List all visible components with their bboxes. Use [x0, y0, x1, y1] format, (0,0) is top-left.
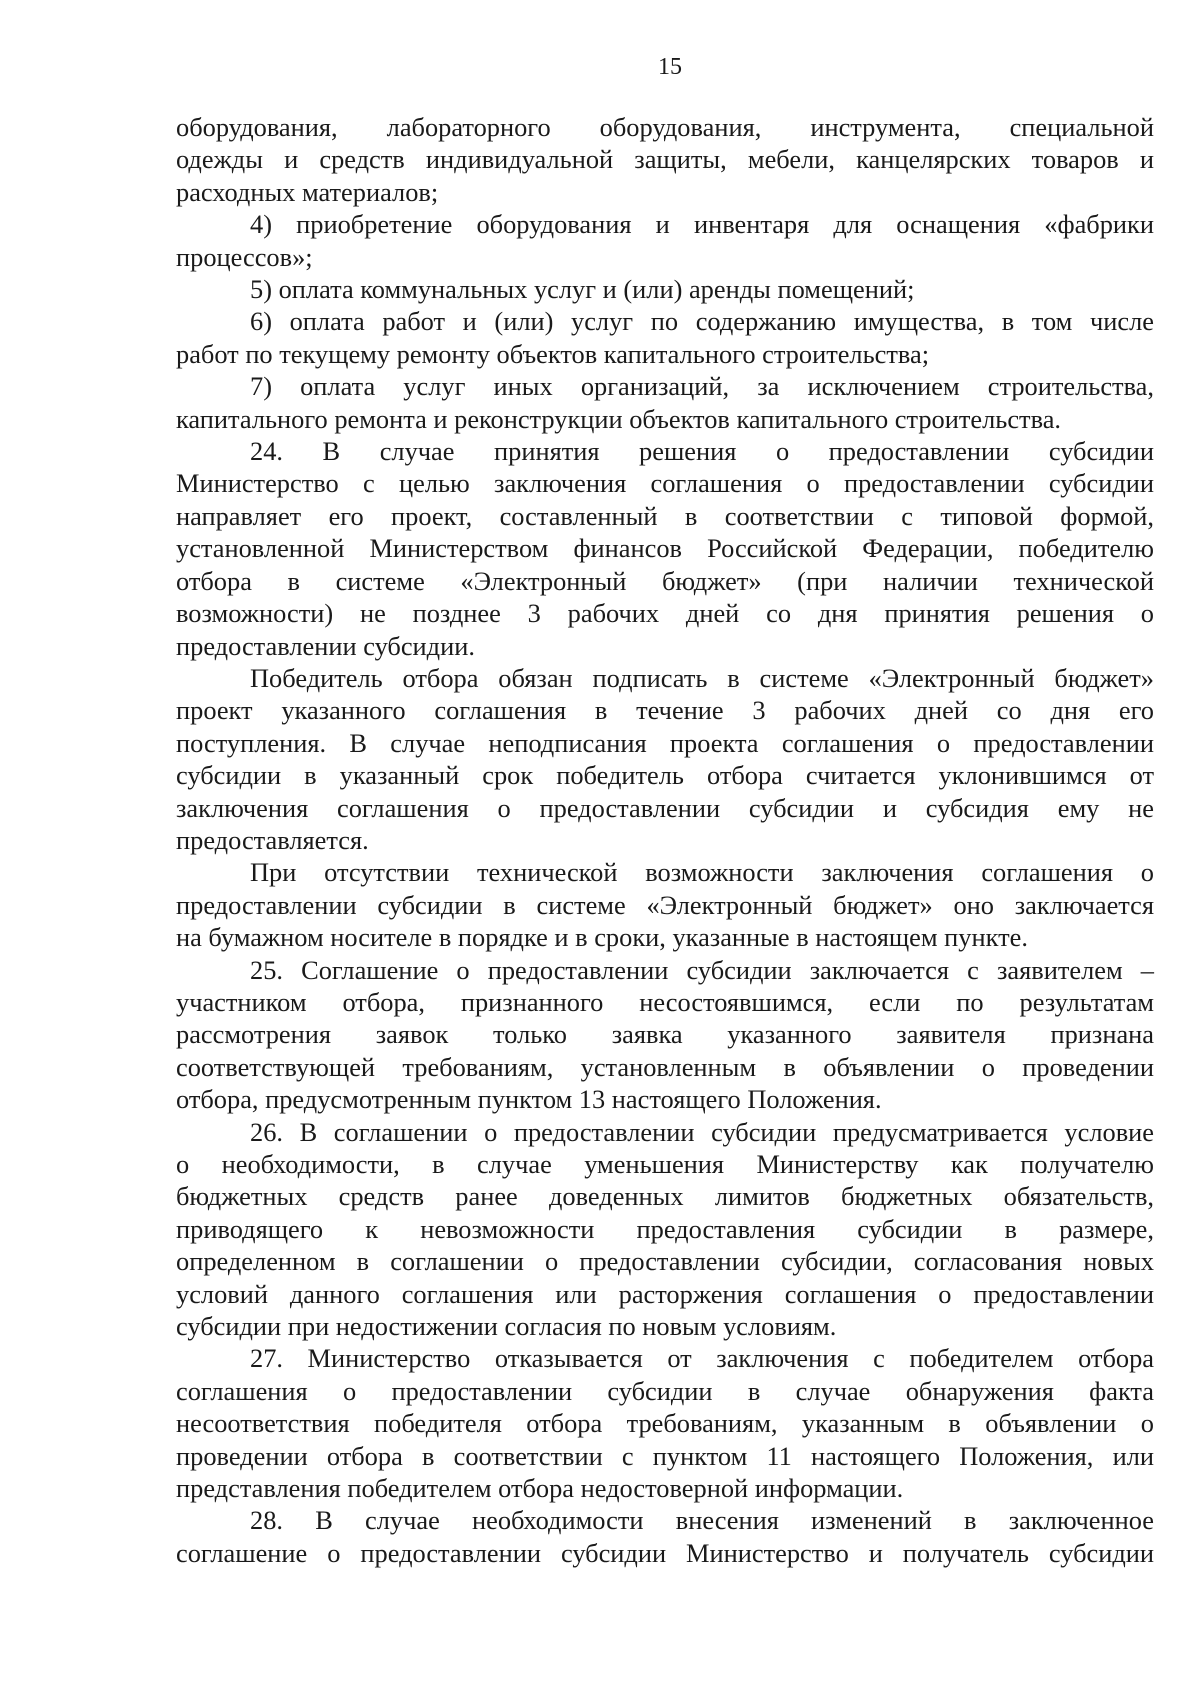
- text-line: заключения соглашения о предоставлении субсидии и субсидия ему не: [176, 792, 1154, 823]
- paragraph: [176, 1504, 1154, 1569]
- text-line: отбора в системе «Электронный бюджет» (при наличии технической: [176, 565, 1154, 596]
- text-line: о необходимости, в случае уменьшения Министерству как получателю: [176, 1149, 1154, 1179]
- paragraph: [176, 1116, 1154, 1343]
- text-line: 4) приобретение оборудования и инвентаря для оснащения «фабрики: [250, 209, 1154, 240]
- text-line: проведении отбора в соответствии с пунктом 11 настоящего Положения, или: [176, 1440, 1154, 1471]
- text-line: Победитель отбора обязан подписать в системе «Электронный бюджет»: [250, 662, 1154, 693]
- text-line: предоставляется.: [176, 824, 369, 855]
- text-line: отбора, предусмотренным пунктом 13 настоящего Положения.: [176, 1084, 882, 1115]
- text-line: определенном в соглашении о предоставлении субсидии, согласования новых: [176, 1246, 1154, 1277]
- paragraph: [176, 273, 1154, 305]
- text-line: бюджетных средств ранее доведенных лимитов бюджетных обязательств,: [176, 1181, 1154, 1212]
- text-line: расходных материалов;: [176, 176, 439, 207]
- text-line: представления победителем отбора недостоверной информации.: [176, 1473, 904, 1504]
- text-line: 24. В случае принятия решения о предоставлении субсидии: [250, 436, 1154, 467]
- text-line: условий данного соглашения или расторжения соглашения о предоставлении: [176, 1278, 1154, 1309]
- text-line: соглашение о предоставлении субсидии Министерство и получатель субсидии: [176, 1537, 1154, 1568]
- paragraph: [176, 662, 1154, 856]
- text-line: субсидии в указанный срок победитель отбора считается уклонившимся от: [176, 760, 1154, 791]
- text-line: 7) оплата услуг иных организаций, за исключением строительства,: [250, 371, 1154, 402]
- text-line: несоответствия победителя отбора требованиям, указанным в объявлении о: [176, 1408, 1154, 1439]
- paragraph: [176, 208, 1154, 273]
- text-line: направляет его проект, составленный в соответствии с типовой формой,: [176, 500, 1154, 531]
- text-line: участником отбора, признанного несостоявшимся, если по результатам: [176, 986, 1154, 1017]
- paragraph: [176, 856, 1154, 953]
- text-line: на бумажном носителе в порядке и в сроки, указанные в настоящем пункте.: [176, 922, 1028, 953]
- text-line: приводящего к невозможности предоставления субсидии в размере,: [176, 1213, 1154, 1244]
- text-line: рассмотрения заявок только заявка указанного заявителя признана: [176, 1019, 1154, 1050]
- text-line: работ по текущему ремонту объектов капитального строительства;: [176, 338, 930, 369]
- text-line: процессов»;: [176, 241, 313, 272]
- paragraph: [176, 370, 1154, 435]
- text-line: 26. В соглашении о предоставлении субсидии предусматривается условие: [250, 1116, 1154, 1147]
- text-line: 25. Соглашение о предоставлении субсидии заключается с заявителем –: [250, 954, 1154, 985]
- text-line: 28. В случае необходимости внесения изменений в заключенное: [250, 1505, 1154, 1536]
- text-line: предоставлении субсидии.: [176, 630, 475, 661]
- text-line: При отсутствии технической возможности заключения соглашения о: [250, 857, 1154, 888]
- text-line: Министерство с целью заключения соглашения о предоставлении субсидии: [176, 468, 1154, 499]
- text-line: поступления. В случае неподписания проекта соглашения о предоставлении: [176, 727, 1154, 758]
- text-line: субсидии при недостижении согласия по новым условиям.: [176, 1311, 837, 1342]
- paragraph: [176, 111, 1154, 208]
- text-line: соглашения о предоставлении субсидии в случае обнаружения факта: [176, 1375, 1154, 1406]
- paragraph: [176, 435, 1154, 662]
- text-line: проект указанного соглашения в течение 3 рабочих дней со дня его: [176, 695, 1154, 726]
- text-line: 5) оплата коммунальных услуг и (или) аренды помещений;: [250, 274, 915, 305]
- paragraph: [176, 954, 1154, 1116]
- text-line: капитального ремонта и реконструкции объектов капитального строительства.: [176, 403, 1061, 434]
- paragraph: [176, 305, 1154, 370]
- text-line: 27. Министерство отказывается от заключения с победителем отбора: [250, 1343, 1154, 1374]
- text-line: установленной Министерством финансов Российской Федерации, победителю: [176, 533, 1154, 564]
- text-line: соответствующей требованиям, установленным в объявлении о проведении: [176, 1051, 1154, 1082]
- document-body: [176, 111, 1154, 1569]
- text-line: оборудования, лабораторного оборудования, инструмента, специальной: [176, 112, 1154, 142]
- text-line: возможности) не позднее 3 рабочих дней со дня принятия решения о: [176, 598, 1154, 629]
- text-line: предоставлении субсидии в системе «Электронный бюджет» оно заключается: [176, 889, 1154, 920]
- paragraph: [176, 1342, 1154, 1504]
- text-line: 6) оплата работ и (или) услуг по содержанию имущества, в том числе: [250, 306, 1154, 337]
- text-line: одежды и средств индивидуальной защиты, мебели, канцелярских товаров и: [176, 144, 1154, 175]
- page-number: 15: [658, 54, 682, 80]
